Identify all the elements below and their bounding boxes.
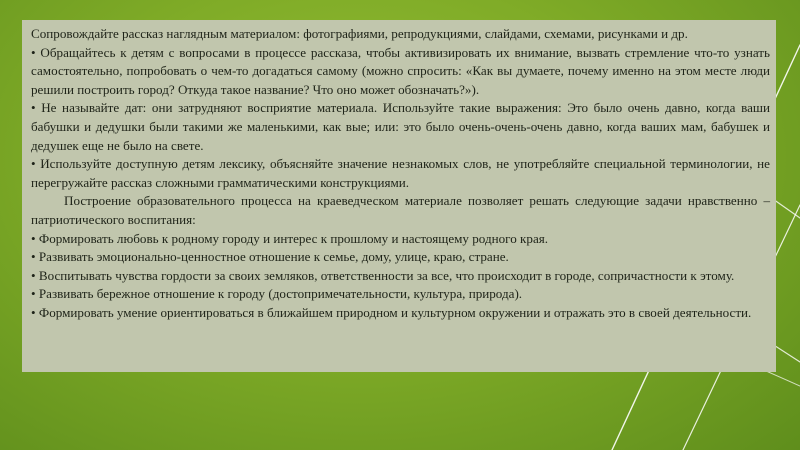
paragraph-vocabulary: • Используйте доступную детям лексику, объясняйте значение незнакомых слов, не употребляйте специальной терминологии, не перегружайте рассказ сложными грамматическими конструкциями. [31, 156, 770, 190]
bullet-love-for-city: • Формировать любовь к родному городу и интерес к прошлому и настоящему родного края. [31, 230, 549, 246]
paragraph-tasks-intro: Построение образовательного процесса на краеведческом материале позволяет решать следующие задачи нравственно – патриотического воспитания: [31, 193, 770, 227]
bullet-orientation: • Формировать умение ориентироваться в ближайшем природном и культурном окружении и отражать это в своей деятельности. [31, 304, 752, 320]
paragraph-no-dates: • Не называйте дат: они затрудняют восприятие материала. Используйте такие выражения: Это было очень давно, когда ваши бабушки и дедушки были такими же маленькими, как вые; или: это было очень-очень-очень давно, когда ваших мам, бабушек и дедушек еще не было на свете. [31, 100, 770, 153]
content-text-box [22, 20, 776, 372]
paragraph-ask-questions: • Обращайтесь к детям с вопросами в процессе рассказа, чтобы активизировать их внимание, вызвать стремление что-то узнать самостоятельно, попробовать о чем-то догадаться самому (можно спросить: «Как вы думаете, почему именно на этом месте люди решили построить город? Откуда такое название? Что оно может обозначать?»). [31, 44, 770, 97]
bullet-pride: • Воспитывать чувства гордости за своих земляков, ответственности за все, что происходит в городе, сопричастности к этому. [31, 267, 735, 283]
bullet-careful-attitude: • Развивать бережное отношение к городу (достопримечательности, культура, природа). [31, 286, 523, 302]
bullet-emotional-attitude: • Развивать эмоционально-ценностное отношение к семье, дому, улице, краю, стране. [31, 249, 509, 265]
paragraph-visual-materials: Сопровождайте рассказ наглядным материалом: фотографиями, репродукциями, слайдами, схемами, рисунками и др. [31, 26, 688, 41]
